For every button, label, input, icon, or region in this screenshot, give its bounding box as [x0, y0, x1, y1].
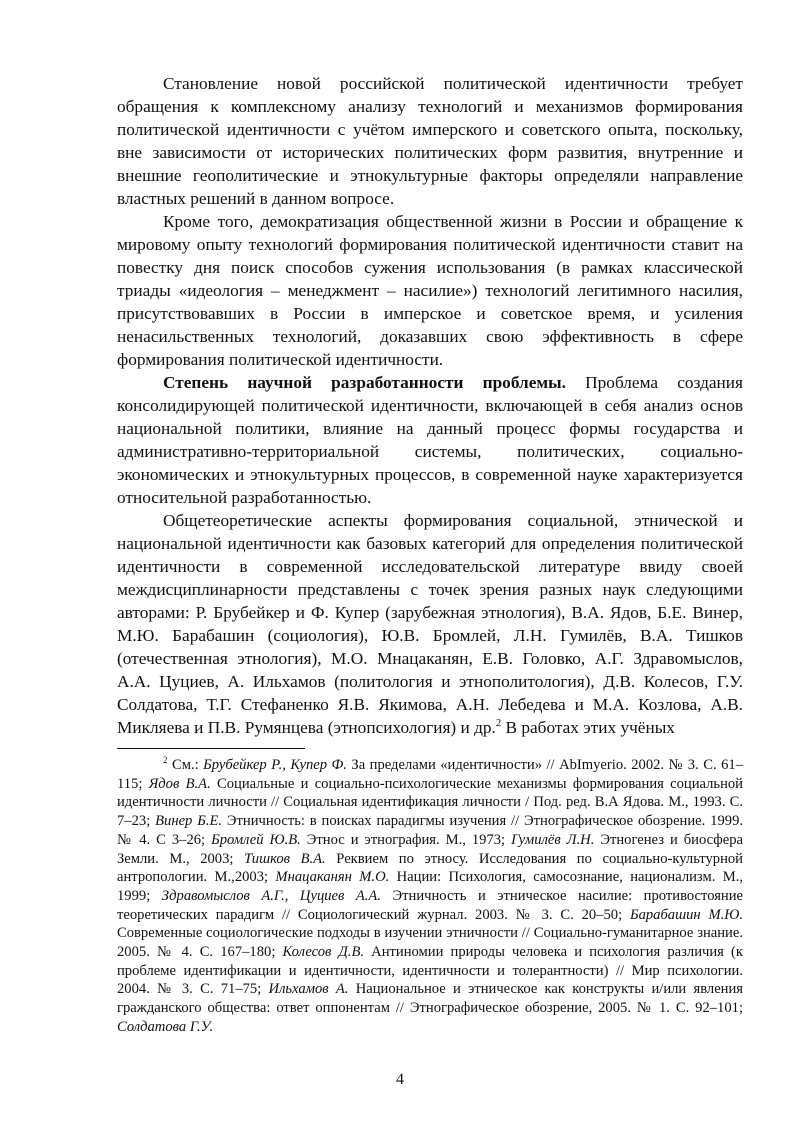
- footnote-author: Здравомыслов А.Г., Цуциев А.А.: [161, 887, 381, 904]
- paragraph-4: [117, 509, 743, 739]
- footnote-text: Этнос и этнография. М., 1973;: [300, 831, 512, 848]
- paragraph-4-text: Общетеоретические аспекты формирования социальной, этнической и национальной идентичности как базовых категорий для определения политической идентичности в современной исследовательской литературе ввиду своей междисциплинарности представлены с точек зрения разных наук следующими авторами: Р. Брубейкер и Ф. Купер (зарубежная этнология), В.А. Ядов, Б.Е. Винер, М.Ю. Барабашин (социология), Ю.В. Бромлей, Л.Н. Гумилёв, В.А. Тишков (отечественная этнология), М.О. Мнацаканян, Е.В. Головко, А.Г. Здравомыслов, А.А. Цуциев, А. Ильхамов (политология и этнополитология), Д.В. Колесов, Г.У. Солдатова, Т.Г. Стефаненко Я.В. Якимова, А.Н. Лебедева и М.А. Козлова, А.В. Микляева и П.В. Румянцева (этнопсихология) и др.: [117, 511, 743, 737]
- paragraph-2: Кроме того, демократизация общественной жизни в России и обращение к мировому опыту технологий формирования политической идентичности ставит на повестку дня поиск способов сужения использования (в рамках классической триады «идеология – менеджмент – насилие») технологий легитимного насилия, присутствовавших в России в имперское и советское время, и усиления ненасильственных технологий, доказавших свою эффективность в сфере формирования политической идентичности.: [117, 212, 743, 369]
- footnote-text: Социальные и социально-психологические механизмы формирования социальной идентичности личности // Социальная идентификация личности / Под. ред. В.А Ядова. М., 1993. С. 7–23;: [117, 775, 743, 830]
- footnote-author: Барабашин М.Ю.: [629, 906, 743, 923]
- footnote-mark: 2: [163, 755, 168, 766]
- footnote-author: Бромлей Ю.В.: [211, 831, 301, 848]
- footnote-text: За пределами «идентичности» // AbImyerio. 2002. № 3. С. 61–115;: [117, 757, 743, 792]
- footnote-text: Этногенез и биосфера Земли. М., 2003;: [117, 831, 743, 867]
- footnote-text: Этничность: в поисках парадигмы изучения // Этнографическое обозрение. 1999. № 4. С 3–26;: [117, 813, 744, 848]
- footnote-text: Реквием по этносу. Исследования по социально-культурной антропологии. М.,2003;: [117, 850, 743, 886]
- paragraph-3: [117, 371, 743, 509]
- paragraph-3-text: Проблема создания консолидирующей политической идентичности, включающей в себя анализ основ национальной политики, влияние на данный процесс формы государства и административно-территориальной системы, политических, социально-экономических и этнокультурных процессов, в современной науке характеризуется относительной разработанностью.: [117, 373, 743, 507]
- main-text: [117, 72, 743, 739]
- footnote-reference: 2: [495, 717, 502, 730]
- footnote-author: Тишков В.А.: [244, 850, 326, 867]
- footnote-text: Антиномии природы человека и психология различия (к проблеме идентификации и идентичности, идентичности и толерантности) // Мир психологии. 2004. № 3. С. 71–75;: [117, 944, 743, 998]
- footnote-text: Этничность и этническое насилие: противостояние теоретических парадигм // Социологический журнал. 2003. № 3. С. 20–50;: [117, 887, 744, 923]
- paragraph-4-tail: В работах этих учёных: [501, 718, 675, 737]
- footnote-author: Брубейкер Р., Купер Ф.: [203, 757, 347, 773]
- footnote-author: Ильхамов А.: [268, 981, 349, 998]
- footnote-author: Мнацаканян М.О.: [275, 869, 390, 886]
- footnote-author: Винер Б.Е.: [155, 813, 223, 830]
- footnote-author: Солдатова Г.У.: [117, 1018, 214, 1035]
- footnote-2: [117, 756, 743, 1037]
- footnote-area: [117, 756, 743, 1037]
- footnote-author: Колесов Д.В.: [282, 944, 365, 961]
- footnote-separator: [117, 748, 305, 749]
- footnote-text: См.:: [167, 757, 204, 773]
- footnote-text: Нации: Психология, самосознание, национализм. М., 1999;: [117, 869, 743, 904]
- footnote-author: Гумилёв Л.Н.: [511, 831, 595, 848]
- footnote-text: Национальное и этническое как конструкты и/или явления гражданского общества: ответ оппонентам // Этнографическое обозрение, 2005. № 1. С. 92–101;: [117, 981, 743, 1017]
- footnote-author: Ядов В.А.: [148, 775, 211, 792]
- section-heading: Степень научной разработанности проблемы.: [163, 373, 566, 392]
- paragraph-1: Становление новой российской политической идентичности требует обращения к комплексному анализу технологий и механизмов формирования политической идентичности с учётом имперского и советского опыта, поскольку, вне зависимости от исторических политических форм развития, внутренние и внешние геополитические и этнокультурные факторы определяли направление властных решений в данном вопросе.: [117, 74, 743, 208]
- footnote-text: Современные социологические подходы в изучении этничности // Социально-гуманитарное знание. 2005. № 4. С. 167–180;: [117, 925, 743, 961]
- page-number: 4: [396, 1071, 404, 1088]
